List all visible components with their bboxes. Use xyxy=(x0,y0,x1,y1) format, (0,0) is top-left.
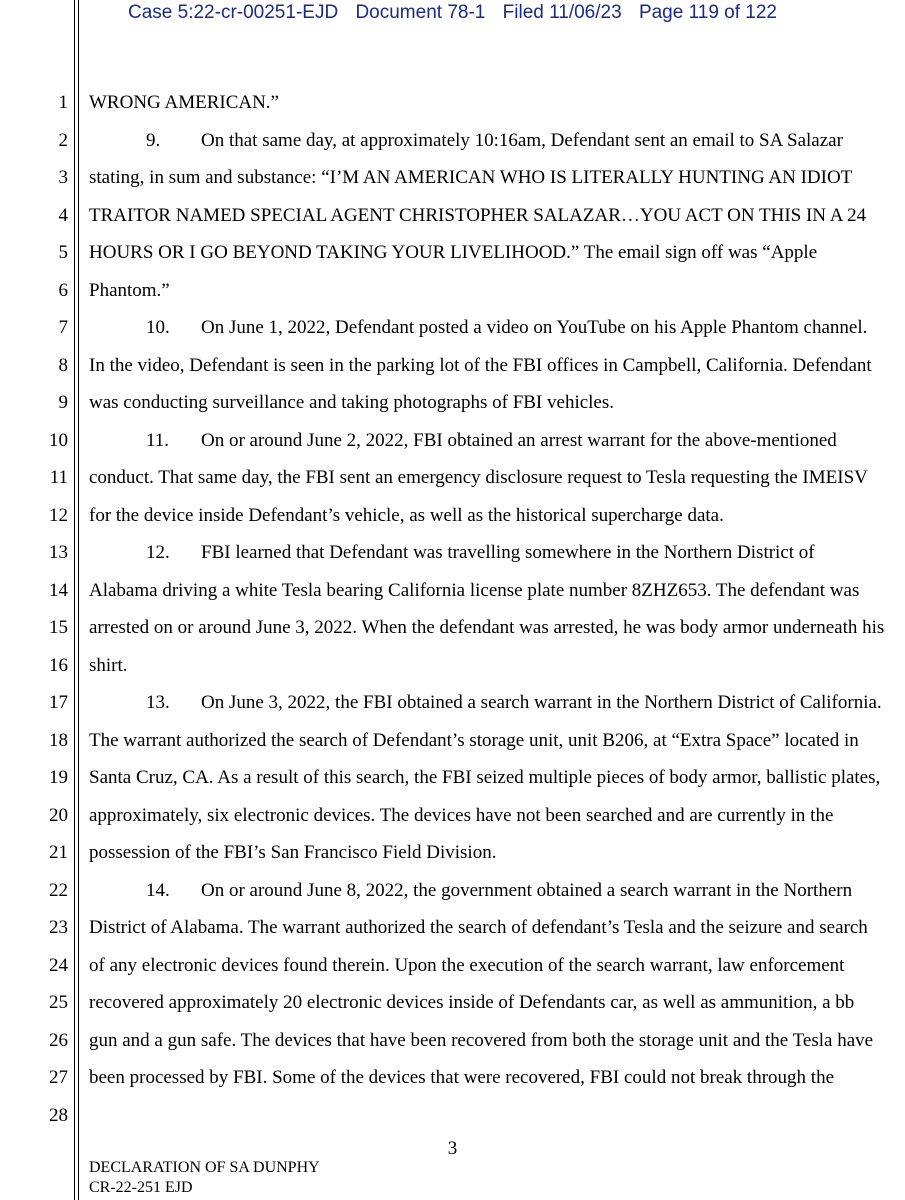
text-line xyxy=(89,168,889,188)
line-number: 17 xyxy=(49,692,68,713)
text-line xyxy=(89,506,889,526)
page-number: 3 xyxy=(447,1138,458,1159)
document-number: Document 78-1 xyxy=(355,2,486,23)
margin-rule-left-1 xyxy=(74,0,75,1200)
line-number: 13 xyxy=(49,542,68,563)
paragraph-number: 14. xyxy=(146,879,170,901)
line-number: 18 xyxy=(49,729,68,751)
text-line xyxy=(89,918,889,938)
text-line xyxy=(146,881,905,901)
line-number: 24 xyxy=(49,954,68,976)
line-text: On or around June 2, 2022, FBI obtained an arrest warrant for the above-mentioned xyxy=(201,429,837,451)
line-text: been processed by FBI. Some of the devices that were recovered, FBI could not break through the xyxy=(89,1067,834,1088)
line-text: On or around June 8, 2022, the government obtained a search warrant in the Northern xyxy=(201,879,853,901)
line-number: 15 xyxy=(49,617,68,638)
line-text: Alabama driving a white Tesla bearing California license plate number 8ZHZ653. The defendant was xyxy=(89,579,860,601)
line-text: Santa Cruz, CA. As a result of this search, the FBI seized multiple pieces of body armor, ballistic plates, xyxy=(89,767,881,788)
line-text: WRONG AMERICAN.” xyxy=(89,92,279,113)
line-text: arrested on or around June 3, 2022. When the defendant was arrested, he was body armor underneath his xyxy=(89,617,885,638)
line-number: 26 xyxy=(49,1029,68,1051)
line-number: 19 xyxy=(49,767,68,788)
line-text: shirt. xyxy=(89,654,128,676)
line-number: 4 xyxy=(58,204,68,226)
line-number: 27 xyxy=(49,1067,68,1088)
line-number: 21 xyxy=(49,842,68,863)
line-number: 3 xyxy=(58,167,68,188)
line-number: 2 xyxy=(58,129,68,151)
text-line xyxy=(89,93,889,113)
ecf-header xyxy=(0,0,905,30)
paragraph-number: 11. xyxy=(146,429,170,451)
page-count: Page 119 of 122 xyxy=(638,2,777,23)
text-line xyxy=(89,656,889,676)
text-line xyxy=(89,731,889,751)
text-line xyxy=(146,693,905,713)
line-text: of any electronic devices found therein. Upon the execution of the search warrant, law enforcement xyxy=(89,954,845,976)
line-number: 11 xyxy=(49,467,68,488)
text-line xyxy=(89,356,889,376)
text-line xyxy=(89,993,889,1013)
line-text: for the device inside Defendant’s vehicle, as well as the historical supercharge data. xyxy=(89,504,724,526)
line-text: On that same day, at approximately 10:16am, Defendant sent an email to SA Salazar xyxy=(201,129,843,151)
filed-date: Filed 11/06/23 xyxy=(502,2,622,23)
line-text: District of Alabama. The warrant authorized the search of defendant’s Tesla and the seizure and search xyxy=(89,917,868,938)
line-number: 1 xyxy=(58,92,68,113)
line-text: In the video, Defendant is seen in the parking lot of the FBI offices in Campbell, California. Defendant xyxy=(89,354,872,376)
paragraph-number: 10. xyxy=(146,317,170,338)
text-line xyxy=(89,1031,889,1051)
line-text: TRAITOR NAMED SPECIAL AGENT CHRISTOPHER SALAZAR…YOU ACT ON THIS IN A 24 xyxy=(89,204,867,226)
text-line xyxy=(146,131,905,151)
margin-rule-left-2 xyxy=(78,0,79,1200)
line-text: Phantom.” xyxy=(89,279,170,301)
text-line xyxy=(89,393,889,413)
line-text: FBI learned that Defendant was travelling somewhere in the Northern District of xyxy=(201,542,815,563)
text-line xyxy=(89,806,889,826)
text-line xyxy=(89,768,889,788)
line-number: 10 xyxy=(49,429,68,451)
paragraph-number: 13. xyxy=(146,692,170,713)
line-number: 8 xyxy=(58,354,68,376)
text-line xyxy=(89,1068,889,1088)
line-number: 28 xyxy=(49,1104,68,1126)
case-number: Case 5:22-cr-00251-EJD xyxy=(128,2,339,23)
line-number: 14 xyxy=(49,579,68,601)
line-number: 5 xyxy=(58,242,68,263)
line-text: approximately, six electronic devices. The devices have not been searched and are currently in the xyxy=(89,804,834,826)
paragraph-number: 12. xyxy=(146,542,170,563)
footer-title: DECLARATION OF SA DUNPHY xyxy=(89,1159,320,1176)
line-number: 20 xyxy=(49,804,68,826)
line-text: On June 1, 2022, Defendant posted a video on YouTube on his Apple Phantom channel. xyxy=(201,317,868,338)
text-line xyxy=(89,281,889,301)
text-line xyxy=(89,206,889,226)
line-text: recovered approximately 20 electronic devices inside of Defendants car, as well as ammunition, a bb xyxy=(89,992,855,1013)
line-number: 9 xyxy=(58,392,68,413)
text-line xyxy=(146,543,905,563)
footer-case-number: CR-22-251 EJD xyxy=(89,1179,193,1196)
line-number: 22 xyxy=(49,879,68,901)
line-text: conduct. That same day, the FBI sent an emergency disclosure request to Tesla requesting the IMEISV xyxy=(89,467,868,488)
line-text: On June 3, 2022, the FBI obtained a search warrant in the Northern District of California. xyxy=(201,692,882,713)
text-line xyxy=(89,243,889,263)
text-line xyxy=(89,581,889,601)
text-line xyxy=(89,468,889,488)
line-text: stating, in sum and substance: “I’M AN AMERICAN WHO IS LITERALLY HUNTING AN IDIOT xyxy=(89,167,853,188)
line-text: possession of the FBI’s San Francisco Field Division. xyxy=(89,842,497,863)
paragraph-number: 9. xyxy=(146,129,161,151)
line-number: 6 xyxy=(58,279,68,301)
line-text: gun and a gun safe. The devices that have been recovered from both the storage unit and the Tesla have xyxy=(89,1029,874,1051)
line-number: 23 xyxy=(49,917,68,938)
text-line xyxy=(89,843,889,863)
line-text: The warrant authorized the search of Defendant’s storage unit, unit B206, at “Extra Space” located in xyxy=(89,729,859,751)
line-text: was conducting surveillance and taking photographs of FBI vehicles. xyxy=(89,392,615,413)
line-number: 25 xyxy=(49,992,68,1013)
line-number: 16 xyxy=(49,654,68,676)
text-line xyxy=(146,318,905,338)
line-number: 7 xyxy=(58,317,68,338)
text-line xyxy=(89,956,889,976)
text-line xyxy=(146,431,905,451)
line-number: 12 xyxy=(49,504,68,526)
text-line xyxy=(89,618,889,638)
line-text: HOURS OR I GO BEYOND TAKING YOUR LIVELIHOOD.” The email sign off was “Apple xyxy=(89,242,818,263)
